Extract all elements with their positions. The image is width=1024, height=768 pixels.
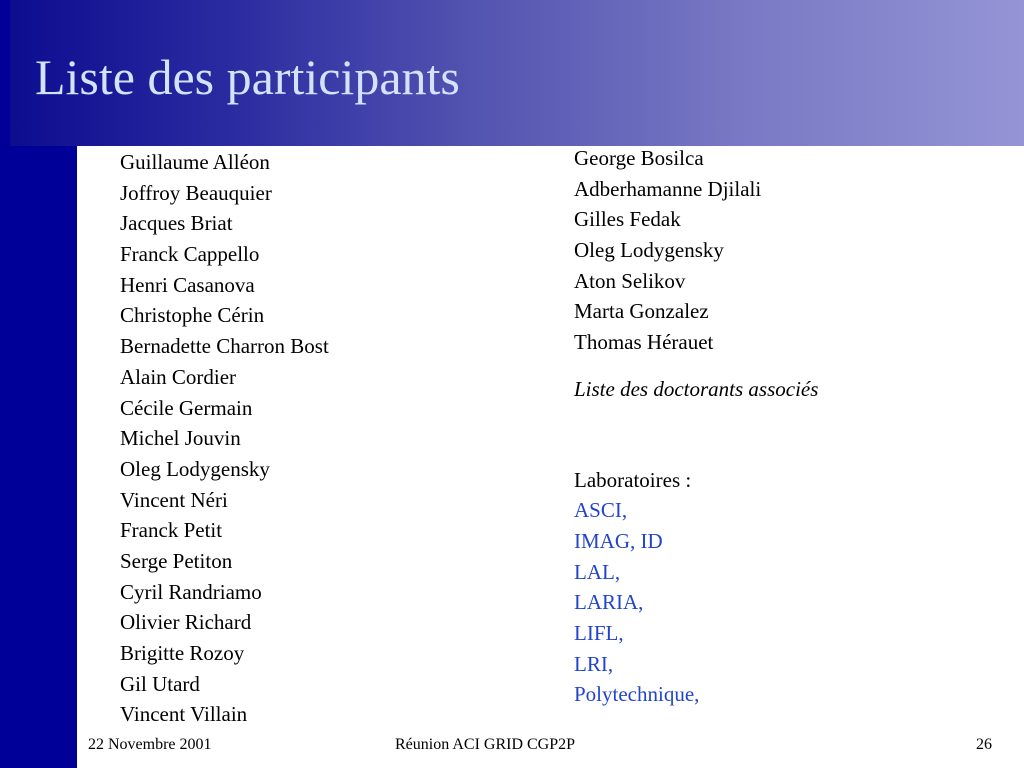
participant-name: Gilles Fedak	[574, 207, 681, 232]
spacer	[574, 358, 818, 374]
participant-name: Oleg Lodygensky	[120, 456, 270, 481]
participant-name: Aton Selikov	[574, 268, 686, 293]
participant-name: Bernadette Charron Bost	[120, 334, 329, 359]
laboratoire-link[interactable]: LRI,	[574, 651, 614, 676]
participant-name: Alain Cordier	[120, 364, 237, 389]
participants-right-column	[574, 143, 818, 710]
participant-name: Henri Casanova	[120, 272, 255, 297]
laboratoire-link[interactable]: LARIA,	[574, 590, 644, 615]
participant-name: Oleg Lodygensky	[574, 238, 724, 263]
participant-name: Brigitte Rozoy	[120, 641, 245, 665]
participant-name: Serge Petiton	[120, 548, 233, 573]
laboratoire-link[interactable]: IMAG, ID	[574, 528, 663, 553]
participant-name: Olivier Richard	[120, 610, 252, 635]
participant-name: Jacques Briat	[120, 211, 233, 236]
participant-name: Christophe Cérin	[120, 303, 265, 328]
participant-name: Adberhamanne Djilali	[574, 176, 762, 201]
participant-name: Guillaume Alléon	[120, 150, 270, 174]
participant-name: Cécile Germain	[120, 395, 253, 420]
slide-title: Liste des participants	[35, 49, 460, 105]
participant-name: Gil Utard	[120, 671, 200, 696]
participant-name: George Bosilca	[574, 146, 704, 170]
participant-name: Joffroy Beauquier	[120, 180, 272, 205]
participant-name: Franck Petit	[120, 518, 223, 543]
laboratoire-link[interactable]: ASCI,	[574, 498, 628, 523]
laboratoire-link[interactable]: LIFL,	[574, 620, 624, 645]
laboratoire-link[interactable]: LAL,	[574, 559, 621, 584]
participant-name: Michel Jouvin	[120, 426, 241, 451]
doctorants-label: Liste des doctorants associés	[574, 376, 819, 401]
participant-name: Cyril Randriamo	[120, 579, 262, 604]
footer-meeting-title: Réunion ACI GRID CGP2P	[395, 736, 576, 753]
participants-left-column	[120, 147, 329, 730]
participant-name: Franck Cappello	[120, 242, 260, 267]
page-number: 26	[976, 736, 992, 753]
footer-date: 22 Novembre 2001	[88, 736, 212, 753]
participant-name: Vincent Néri	[120, 487, 228, 512]
participant-name: Vincent Villain	[120, 702, 248, 727]
participant-name: Marta Gonzalez	[574, 299, 709, 324]
laboratoires-label: Laboratoires :	[574, 467, 692, 492]
participant-name: Thomas Hérauet	[574, 330, 714, 355]
laboratoire-link[interactable]: Polytechnique,	[574, 682, 700, 707]
header-accent	[0, 0, 10, 146]
spacer	[574, 405, 818, 465]
